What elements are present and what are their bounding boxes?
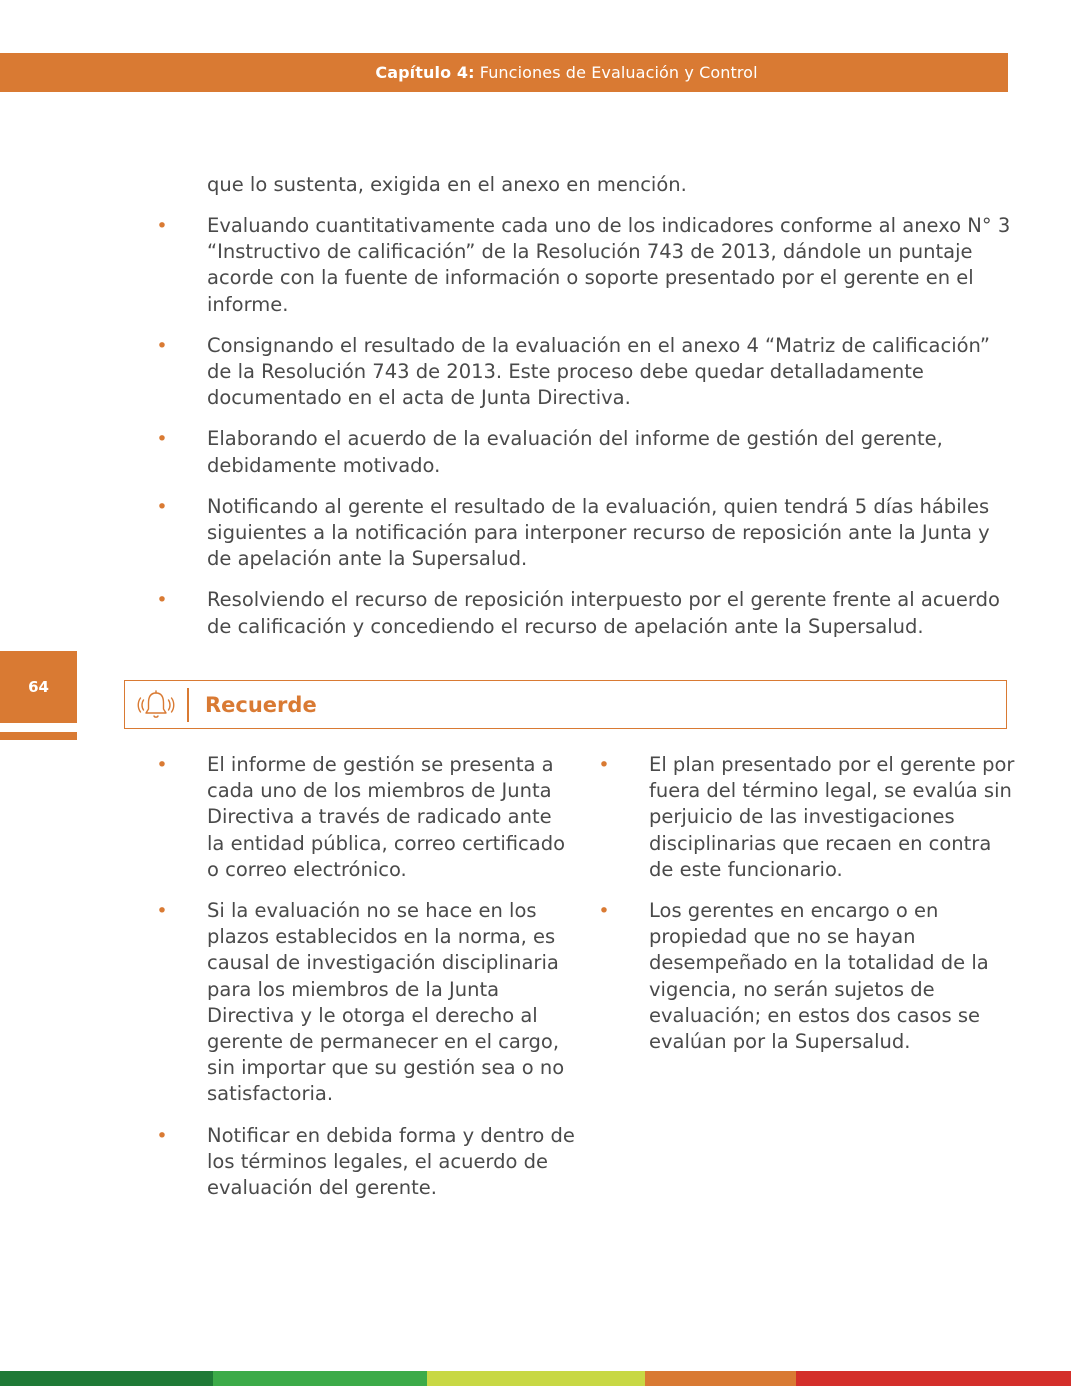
page-tab-strip: [0, 732, 77, 740]
list-item: [155, 426, 1017, 478]
list-item-text: Evaluando cuantitativamente cada uno de los indicadores conforme al anexo N° 3 “Instructivo de calificación” de la Resolución 743 de 2013, dándole un puntaje acorde con la fuente de información o soporte presentado por el gerente en el informe.: [207, 214, 1011, 316]
page-number: 64: [28, 678, 49, 696]
chapter-header-text: [0, 63, 1071, 83]
bullet-icon: •: [598, 754, 610, 776]
list-item-text: El informe de gestión se presenta a cada uno de los miembros de Junta Directiva a través de radicado ante la entidad pública, correo certificado o correo electrónico.: [207, 753, 566, 881]
chapter-header-band: [0, 53, 1008, 92]
bullet-icon: •: [598, 900, 610, 923]
bullet-icon: •: [156, 1124, 168, 1147]
recuerde-box: [124, 680, 1007, 729]
list-item: [597, 752, 1017, 883]
chapter-title: Funciones de Evaluación y Control: [479, 63, 758, 82]
list-item: [155, 752, 575, 883]
list-item-text: Elaborando el acuerdo de la evaluación del informe de gestión del gerente, debidamente motivado.: [207, 427, 943, 477]
list-item-text: Notificando al gerente el resultado de la evaluación, quien tendrá 5 días hábiles siguientes a la notificación para interponer recurso de reposición ante la Junta y de apelación ante la Supersalud.: [207, 494, 990, 571]
bullet-icon: •: [156, 334, 168, 357]
bullet-icon: •: [156, 900, 168, 923]
list-item: [155, 494, 1017, 573]
color-bar-segment: [213, 1371, 427, 1386]
bullet-icon: •: [156, 589, 168, 612]
continuation-text: que lo sustenta, exigida en el anexo en mención.: [207, 173, 687, 196]
list-item-text: Notificar en debida forma y dentro de los términos legales, el acuerdo de evaluación del gerente.: [207, 1123, 575, 1200]
color-bar-segment: [0, 1371, 213, 1386]
color-bar-segment: [427, 1371, 645, 1386]
page-number-tab: [0, 651, 77, 723]
recuerde-title: Recuerde: [205, 693, 317, 717]
bullet-icon: •: [156, 215, 168, 237]
list-item: [155, 1123, 575, 1202]
bullet-icon: •: [156, 495, 168, 518]
color-bar-segment: [796, 1371, 1071, 1386]
list-item: [155, 587, 1017, 639]
list-item: [155, 333, 1017, 412]
bullet-icon: •: [156, 428, 168, 451]
main-bullet-list: [155, 213, 1017, 655]
chapter-label: Capítulo 4:: [375, 63, 475, 82]
footer-color-bar: [0, 1371, 1071, 1386]
color-bar-segment: [645, 1371, 796, 1386]
list-item-text: Consignando el resultado de la evaluación en el anexo 4 “Matriz de calificación” de la Resolución 743 de 2013. Este proceso debe quedar detalladamente documentado en el acta de Junta Directiva.: [207, 333, 990, 410]
list-item-text: Si la evaluación no se hace en los plazos establecidos en la norma, es causal de investigación disciplinaria para los miembros de la Junta Directiva y le otorga el derecho al gerente de permanecer en el cargo, sin importar que su gestión sea o no satisfactoria.: [207, 899, 565, 1106]
list-item: [155, 213, 1017, 318]
recuerde-left-list: [155, 752, 575, 1216]
bell-icon: [137, 689, 175, 721]
list-item-text: Los gerentes en encargo o en propiedad que no se hayan desempeñado en la totalidad de la vigencia, no serán sujetos de evaluación; en estos dos casos se evalúan por la Supersalud.: [649, 899, 989, 1054]
bullet-icon: •: [156, 754, 168, 776]
list-item-text: Resolviendo el recurso de reposición interpuesto por el gerente frente al acuerdo de calificación y concediendo el recurso de apelación ante la Supersalud.: [207, 588, 1000, 638]
list-item-text: El plan presentado por el gerente por fuera del término legal, se evalúa sin perjuicio de las investigaciones disciplinarias que recaen en contra de este funcionario.: [649, 753, 1015, 881]
recuerde-right-list: [597, 752, 1017, 1070]
list-item: [155, 898, 575, 1108]
list-item: [597, 898, 1017, 1055]
recuerde-divider: [187, 688, 189, 722]
